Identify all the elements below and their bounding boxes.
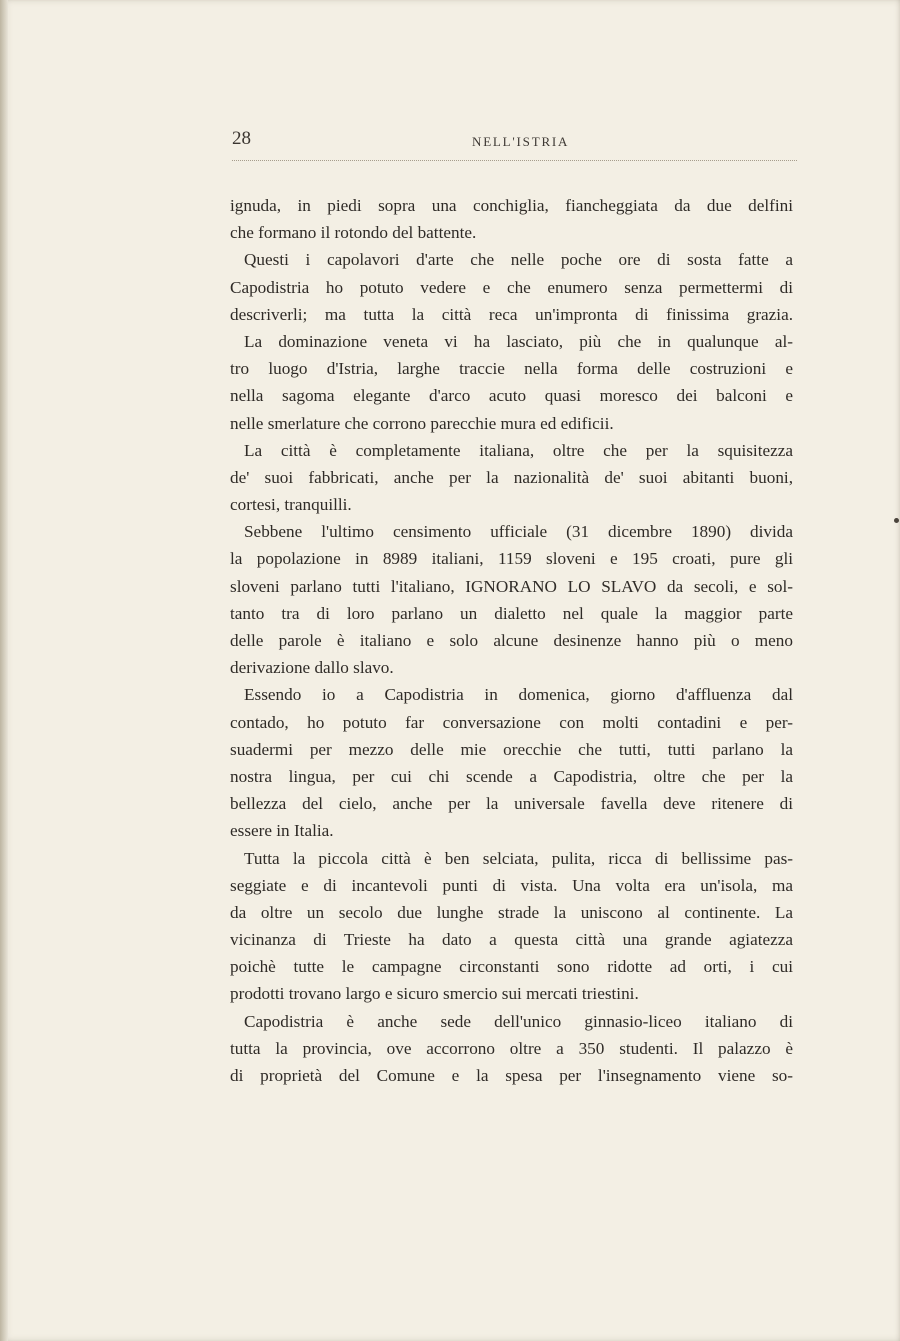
text-line: che formano il rotondo del battente. [230,223,477,243]
page-binding-edge [0,0,8,1341]
text-line: Essendo io a Capodistria in domenica, giorno d'affluenza dal [244,685,793,705]
text-line: prodotti trovano largo e sicuro smercio sui mercati triestini. [230,984,639,1004]
text-line: descriverli; ma tutta la città reca un'impronta di finissima grazia. [230,304,793,324]
text-line: tutta la provincia, ove accorrono oltre a 350 studenti. Il palazzo è [230,1038,793,1058]
text-line: Questi i capolavori d'arte che nelle poche ore di sosta fatte a [244,250,793,270]
text-line: derivazione dallo slavo. [230,658,394,678]
header-rule [232,160,797,161]
page-number: 28 [232,128,251,149]
text-line: La dominazione veneta vi ha lasciato, più che in qualunque al- [244,331,793,351]
text-line: bellezza del cielo, anche per la universale favella deve ritenere di [230,794,793,814]
text-line: de' suoi fabbricati, anche per la nazionalità de' suoi abitanti buoni, [230,467,793,487]
text-line: da oltre un secolo due lunghe strade la uniscono al continente. La [230,902,793,922]
body-text [230,192,793,1089]
paper-spot [894,518,899,523]
text-line: nella sagoma elegante d'arco acuto quasi moresco dei balconi e [230,386,793,406]
text-line: Capodistria è anche sede dell'unico ginnasio-liceo italiano di [244,1011,793,1031]
text-line: la popolazione in 8989 italiani, 1159 sloveni e 195 croati, pure gli [230,549,793,569]
text-line: vicinanza di Trieste ha dato a questa città una grande agiatezza [230,930,793,950]
text-line: Sebbene l'ultimo censimento ufficiale (31 dicembre 1890) divida [244,522,793,542]
text-line: nostra lingua, per cui chi scende a Capodistria, oltre che per la [230,766,793,786]
text-line: essere in Italia. [230,821,334,841]
text-line: suadermi per mezzo delle mie orecchie che tutti, tutti parlano la [230,739,793,759]
text-line: tro luogo d'Istria, larghe traccie nella forma delle costruzioni e [230,359,793,379]
text-line: sloveni parlano tutti l'italiano, IGNORANO LO SLAVO da secoli, e sol- [230,576,793,596]
text-line: di proprietà del Comune e la spesa per l'insegnamento viene so- [230,1066,793,1085]
running-title: NELL'ISTRIA [472,134,570,149]
text-line: ignuda, in piedi sopra una conchiglia, fiancheggiata da due delfini [230,196,793,215]
text-line: Tutta la piccola città è ben selciata, pulita, ricca di bellissime pas- [244,848,793,868]
text-line: nelle smerlature che corrono parecchie mura ed edificii. [230,413,614,433]
page-header [232,128,797,162]
text-line: seggiate e di incantevoli punti di vista. Una volta era un'isola, ma [230,875,793,895]
text-line: cortesi, tranquilli. [230,495,352,515]
text-line: tanto tra di loro parlano un dialetto nel quale la maggior parte [230,603,793,623]
text-line: La città è completamente italiana, oltre che per la squisitezza [244,440,793,460]
text-line: delle parole è italiano e solo alcune desinenze hanno più o meno [230,631,793,650]
text-line: contado, ho potuto far conversazione con molti contadini e per- [230,712,793,732]
text-line: Capodistria ho potuto vedere e che enumero senza permettermi di [230,277,793,297]
text-line: poichè tutte le campagne circonstanti sono ridotte ad orti, i cui [230,957,793,977]
